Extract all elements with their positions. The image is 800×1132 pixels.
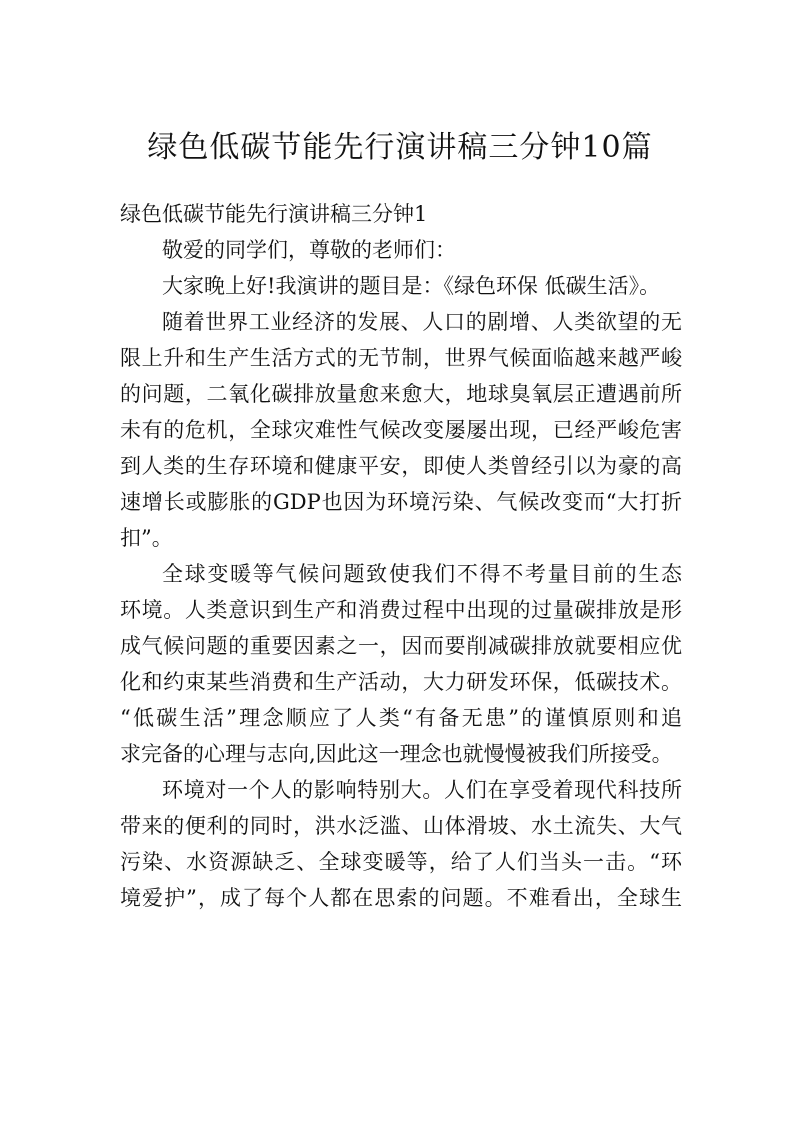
paragraph-line: 境爱护”，成了每个人都在思索的问题。不难看出，全球生: [120, 886, 682, 910]
paragraph: [120, 304, 682, 556]
paragraph-line: 求完备的心理与志向,因此这一理念也就慢慢被我们所接受。: [120, 742, 673, 766]
greeting-line: 敬爱的同学们，尊敬的老师们：: [162, 238, 456, 262]
paragraph-line: 全球变暖等气候问题致使我们不得不考量目前的生态: [162, 562, 682, 586]
paragraph-line: 成气候问题的重要因素之一，因而要削减碳排放就要相应优: [120, 634, 682, 658]
paragraph-line: 的问题，二氧化碳排放量愈来愈大，地球臭氧层正遭遇前所: [120, 382, 682, 406]
paragraph-line: 带来的便利的同时，洪水泛滥、山体滑坡、水土流失、大气: [120, 814, 682, 838]
paragraph-line: 环境对一个人的影响特别大。人们在享受着现代科技所: [162, 778, 682, 802]
document-body: [120, 196, 682, 916]
section-heading: 绿色低碳节能先行演讲稿三分钟1: [120, 202, 428, 226]
paragraph-line: 限上升和生产生活方式的无节制，世界气候面临越来越严峻: [120, 346, 682, 370]
paragraph: [120, 772, 682, 916]
paragraph-line: 环境。人类意识到生产和消费过程中出现的过量碳排放是形: [120, 598, 682, 622]
paragraph-line: “低碳生活”理念顺应了人类“有备无患”的谨慎原则和追: [120, 706, 682, 730]
paragraph-line: 化和约束某些消费和生产活动，大力研发环保，低碳技术。: [120, 670, 682, 694]
paragraph-line: 随着世界工业经济的发展、人口的剧增、人类欲望的无: [162, 310, 682, 334]
paragraph: [120, 556, 682, 772]
document-title: 绿色低碳节能先行演讲稿三分钟10篇: [147, 130, 653, 165]
opening-line: 大家晚上好!我演讲的题目是：《绿色环保 低碳生活》。: [162, 274, 661, 298]
paragraph-line: 到人类的生存环境和健康平安，即使人类曾经引以为豪的高: [120, 454, 682, 478]
paragraph-line: 速增长或膨胀的GDP也因为环境污染、气候改变而“大打折: [120, 490, 682, 514]
paragraph-line: 扣”。: [120, 526, 173, 550]
paragraph-line: 污染、水资源缺乏、全球变暖等，给了人们当头一击。“环: [120, 850, 682, 874]
paragraph-line: 未有的危机，全球灾难性气候改变屡屡出现，已经严峻危害: [120, 418, 682, 442]
